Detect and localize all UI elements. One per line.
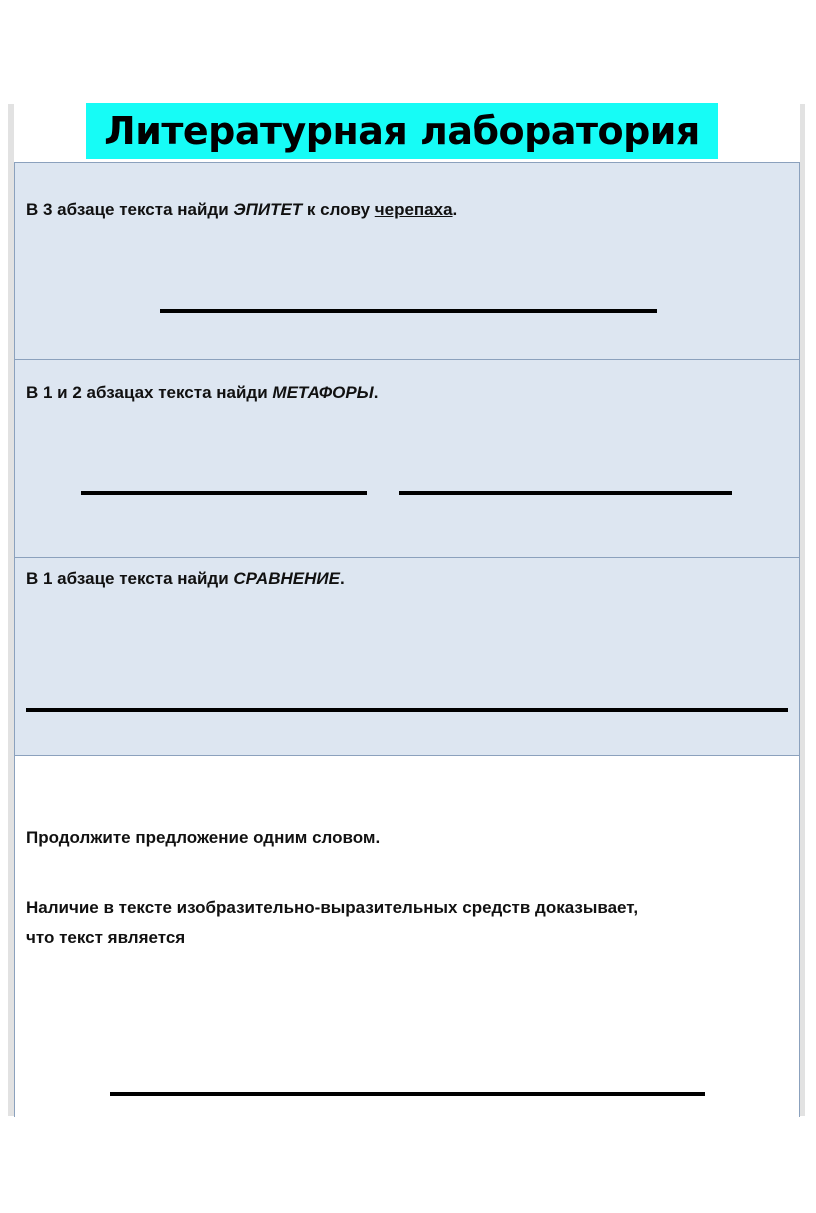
task-epithet-middle: к слову <box>302 200 375 219</box>
task-epithet-suffix: . <box>452 200 458 219</box>
task-panel-comparison <box>14 557 800 756</box>
task-comparison-text <box>26 569 345 589</box>
task-panel-epithet <box>14 162 800 360</box>
answer-line-metaphor-1[interactable] <box>81 491 367 495</box>
task-metaphors-text <box>26 383 378 403</box>
task-conclusion-statement-line1: Наличие в тексте изобразительно-выразительных средств доказывает, <box>26 898 639 917</box>
task-metaphors-suffix: . <box>373 383 379 402</box>
answer-line-conclusion[interactable] <box>110 1092 705 1096</box>
task-epithet-prefix: В 3 абзаце текста найди <box>26 200 234 219</box>
answer-line-epithet[interactable] <box>160 309 657 313</box>
task-comparison-term: СРАВНЕНИЕ <box>233 569 340 588</box>
task-comparison-suffix: . <box>339 569 345 588</box>
page-edge-right <box>800 104 805 1116</box>
answer-line-comparison[interactable] <box>26 708 788 712</box>
task-panel-conclusion <box>14 755 800 1117</box>
page-title: Литературная лаборатория <box>86 103 718 159</box>
task-epithet-text <box>26 200 457 220</box>
task-conclusion-statement-line2: что текст является <box>26 928 186 947</box>
task-conclusion-instruction: Продолжите предложение одним словом. <box>26 828 381 847</box>
task-metaphors-prefix: В 1 и 2 абзацах текста найди <box>26 383 273 402</box>
task-metaphors-term: МЕТАФОРЫ <box>272 383 374 402</box>
task-epithet-term: ЭПИТЕТ <box>233 200 303 219</box>
task-panel-metaphors <box>14 359 800 558</box>
answer-line-metaphor-2[interactable] <box>399 491 732 495</box>
task-epithet-word: черепаха <box>374 200 453 219</box>
task-comparison-prefix: В 1 абзаце текста найди <box>26 569 234 588</box>
task-conclusion-statement <box>26 893 786 953</box>
